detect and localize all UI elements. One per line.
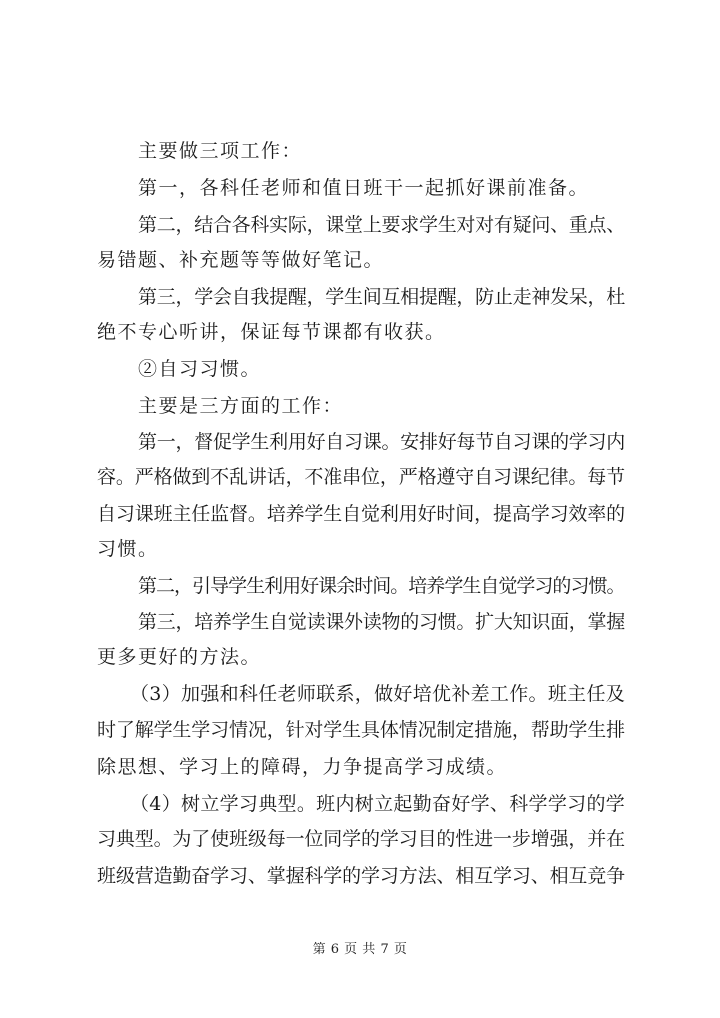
paragraph-line: 习惯。 (97, 538, 159, 560)
paragraph-line: 容。严格做到不乱讲话，不准串位，严格遵守自习课纪律。每节 (97, 466, 626, 488)
paragraph-line: 绝不专心听讲，保证每节课都有收获。 (97, 321, 446, 343)
paragraph-line: 除思想、学习上的障碍，力争提高学习成绩。 (97, 756, 508, 778)
paragraph-line: 第二，结合各科实际，课堂上要求学生对对有疑问、重点、 (138, 214, 626, 236)
paragraph-line: 第一，督促学生利用好自习课。安排好每节自习课的学习内 (138, 431, 626, 453)
paragraph-line: 时了解学生学习情况，针对学生具体情况制定措施，帮助学生排 (97, 719, 626, 741)
paragraph-line: 第二，引导学生利用好课余时间。培养学生自觉学习的习惯。 (138, 575, 625, 597)
page-footer: 第 6 页 共 7 页 (312, 942, 408, 957)
paragraph-line: 班级营造勤奋学习、掌握科学的学习方法、相互学习、相互竞争 (97, 865, 626, 887)
paragraph-line: ②自习习惯。 (138, 358, 262, 380)
paragraph-line: 主要是三方面的工作： (138, 395, 344, 417)
paragraph-line: 第一，各科任老师和值日班干一起抓好课前准备。 (138, 177, 590, 199)
paragraph-line: 易错题、补充题等等做好笔记。 (97, 249, 385, 271)
paragraph-line: 自习课班主任监督。培养学生自觉利用好时间，提高学习效率的 (97, 503, 626, 525)
paragraph-line: （3）加强和科任老师联系，做好培优补差工作。班主任及 (130, 683, 626, 705)
paragraph-line: 第三，培养学生自觉读课外读物的习惯。扩大知识面，掌握 (138, 611, 626, 633)
paragraph-line: 主要做三项工作： (138, 140, 303, 162)
paragraph-line: 第三，学会自我提醒，学生间互相提醒，防止走神发呆，杜 (138, 286, 626, 308)
paragraph-line: 更多更好的方法。 (97, 646, 262, 668)
paragraph-line: （4）树立学习典型。班内树立起勤奋好学、科学学习的学 (130, 793, 626, 815)
paragraph-line: 习典型。为了使班级每一位同学的学习目的性进一步增强，并在 (97, 828, 626, 850)
